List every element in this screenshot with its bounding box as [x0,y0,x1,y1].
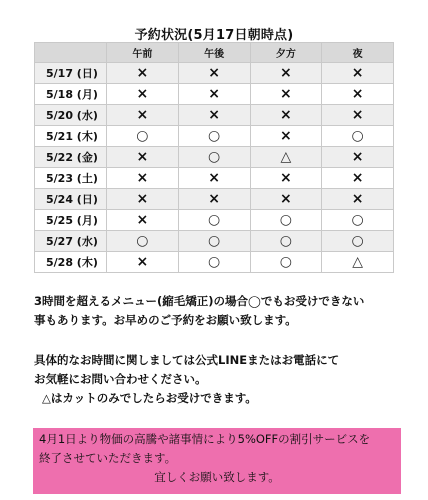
full-mark-icon: × [136,65,149,81]
header-evening: 夕方 [250,43,322,63]
row-date: 5/27 (水) [35,231,107,252]
slot-night [322,252,394,273]
full-mark-icon: × [280,191,292,207]
slot-evening [250,252,322,273]
slot-afternoon [178,210,250,231]
row-date: 5/22 (金) [35,147,107,168]
notice-line-3: 宜しくお願い致します。 [154,470,280,484]
table-row [35,105,394,126]
slot-evening [250,168,322,189]
full-mark-icon: × [136,212,149,228]
contact-line-2: お気軽にお問い合わせください。 [34,372,207,386]
slot-afternoon [178,252,250,273]
table-row [35,126,394,147]
available-mark-icon: ○ [279,212,292,228]
table-row [35,231,394,252]
header-morning: 午前 [107,43,179,63]
slot-afternoon [178,126,250,147]
row-date: 5/17 (日) [35,63,107,84]
available-mark-icon: ○ [136,128,149,144]
slot-morning [107,105,179,126]
full-mark-icon: × [280,170,292,186]
slot-night [322,147,394,168]
full-mark-icon: × [280,86,292,102]
full-mark-icon: × [208,65,220,81]
contact-paragraph [34,351,404,408]
header-afternoon: 午後 [178,43,250,63]
page-title: 予約状況(5月17日朝時点) [134,28,294,43]
slot-afternoon [178,105,250,126]
slot-night [322,84,394,105]
contact-line-1: 具体的なお時間に関しましては公式LINEまたはお電話にて [34,353,340,367]
available-mark-icon: ○ [279,233,292,249]
slot-night [322,63,394,84]
notice-line-2: 終了させていただきます。 [39,451,177,465]
slot-night [322,189,394,210]
slot-morning [107,231,179,252]
slot-morning [107,84,179,105]
full-mark-icon: × [208,107,220,123]
full-mark-icon: × [351,107,364,123]
full-mark-icon: × [280,65,292,81]
slot-morning [107,63,179,84]
available-mark-icon: ○ [351,128,364,144]
full-mark-icon: × [280,107,292,123]
full-mark-icon: × [208,191,220,207]
available-mark-icon: ○ [279,254,292,270]
table-body [35,63,394,273]
slot-night [322,210,394,231]
header-night: 夜 [322,43,394,63]
full-mark-icon: × [351,191,364,207]
available-mark-icon: ○ [208,128,221,144]
slot-night [322,105,394,126]
notice-line-1: 4月1日より物価の高騰や諸事情により5%OFFの割引サービスを [39,432,371,446]
slot-night [322,126,394,147]
menu-notice-line-1: 3時間を超えるメニュー(縮毛矯正)の場合◯でもお受けできない [34,294,365,308]
full-mark-icon: × [208,86,220,102]
available-mark-icon: ○ [208,212,221,228]
reservation-table [34,42,394,273]
table-row [35,63,394,84]
header-date [35,43,107,63]
full-mark-icon: × [351,170,364,186]
full-mark-icon: × [136,254,149,270]
row-date: 5/23 (土) [35,168,107,189]
table-row [35,168,394,189]
slot-afternoon [178,63,250,84]
available-mark-icon: ○ [351,212,364,228]
row-date: 5/25 (月) [35,210,107,231]
full-mark-icon: × [136,107,149,123]
slot-evening [250,105,322,126]
slot-afternoon [178,168,250,189]
row-date: 5/28 (木) [35,252,107,273]
menu-notice-line-2: 事もあります。お早めのご予約をお願い致します。 [34,313,297,327]
full-mark-icon: × [136,86,149,102]
full-mark-icon: × [136,170,149,186]
slot-evening [250,63,322,84]
slot-evening [250,189,322,210]
row-date: 5/21 (木) [35,126,107,147]
slot-morning [107,126,179,147]
table-row [35,210,394,231]
slot-evening [250,126,322,147]
full-mark-icon: × [351,149,364,165]
slot-afternoon [178,84,250,105]
full-mark-icon: × [136,149,149,165]
slot-afternoon [178,231,250,252]
slot-morning [107,210,179,231]
slot-morning [107,252,179,273]
available-mark-icon: ○ [208,149,221,165]
available-mark-icon: ○ [208,233,221,249]
slot-evening [250,147,322,168]
slot-evening [250,210,322,231]
discount-end-notice [33,428,401,494]
slot-evening [250,84,322,105]
available-mark-icon: ○ [351,233,364,249]
menu-notice-paragraph [34,292,404,330]
available-mark-icon: ○ [136,233,149,249]
full-mark-icon: × [351,65,364,81]
triangle-note: △はカットのみでしたらお受けできます。 [42,391,257,405]
table-row [35,252,394,273]
full-mark-icon: × [208,170,220,186]
full-mark-icon: × [280,128,292,144]
slot-morning [107,168,179,189]
limited-mark-icon: △ [280,149,292,165]
row-date: 5/18 (月) [35,84,107,105]
slot-morning [107,147,179,168]
full-mark-icon: × [351,86,364,102]
slot-afternoon [178,147,250,168]
table-row [35,147,394,168]
slot-evening [250,231,322,252]
available-mark-icon: ○ [208,254,221,270]
table-header-row [35,43,394,63]
slot-night [322,168,394,189]
row-date: 5/24 (日) [35,189,107,210]
limited-mark-icon: △ [352,254,364,270]
table-row [35,84,394,105]
full-mark-icon: × [136,191,149,207]
row-date: 5/20 (水) [35,105,107,126]
table-row [35,189,394,210]
slot-night [322,231,394,252]
slot-afternoon [178,189,250,210]
slot-morning [107,189,179,210]
